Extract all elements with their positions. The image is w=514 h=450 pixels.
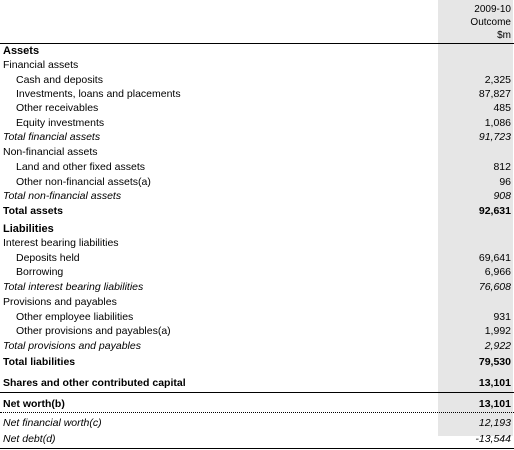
row-value: 12,193 [478, 417, 511, 429]
net-worth-rule-top [0, 392, 514, 393]
table-row [0, 355, 514, 369]
table-row [0, 339, 514, 353]
row-label: Net worth(b) [3, 398, 65, 410]
row-value: 13,101 [478, 398, 511, 410]
row-label: Land and other fixed assets [16, 161, 146, 173]
table-row [0, 204, 514, 218]
net-worth-rule-bottom [0, 412, 514, 413]
row-value: 931 [493, 311, 511, 323]
row-value: 485 [493, 102, 511, 114]
row-value: 96 [499, 176, 511, 188]
row-label: Liabilities [3, 223, 54, 235]
table-row [0, 87, 514, 101]
row-value: 2,325 [484, 74, 511, 86]
row-value: 812 [493, 161, 511, 173]
table-row [0, 324, 514, 338]
table-row [0, 376, 514, 390]
table-row [0, 73, 514, 87]
table-row [0, 280, 514, 294]
table-row [0, 236, 514, 250]
table-row [0, 130, 514, 144]
row-label: Equity investments [16, 117, 105, 129]
row-label: Non-financial assets [3, 146, 98, 158]
row-label: Total liabilities [3, 356, 76, 368]
row-value: 76,608 [478, 281, 511, 293]
row-label: Total assets [3, 205, 63, 217]
table-row [0, 432, 514, 446]
row-label: Deposits held [16, 252, 80, 264]
column-header-outcome: Outcome [470, 17, 511, 28]
row-label: Interest bearing liabilities [3, 237, 119, 249]
row-label: Shares and other contributed capital [3, 377, 186, 389]
table-row [0, 145, 514, 159]
table-row [0, 416, 514, 430]
row-value: 92,631 [478, 205, 511, 217]
row-label: Total provisions and payables [3, 340, 141, 352]
row-label: Total interest bearing liabilities [3, 281, 144, 293]
row-value: 2,922 [484, 340, 511, 352]
row-value: 87,827 [478, 88, 511, 100]
table-row [0, 397, 514, 411]
row-value: -13,544 [475, 433, 511, 445]
row-value: 6,966 [484, 266, 511, 278]
table-row [0, 160, 514, 174]
row-label: Total non-financial assets [3, 190, 122, 202]
row-value: 69,641 [478, 252, 511, 264]
row-label: Financial assets [3, 59, 79, 71]
row-label: Other non-financial assets(a) [16, 176, 151, 188]
row-value: 1,992 [484, 325, 511, 337]
row-value: 91,723 [478, 131, 511, 143]
table-row [0, 101, 514, 115]
table-row [0, 189, 514, 203]
row-label: Assets [3, 45, 40, 57]
row-label: Total financial assets [3, 131, 101, 143]
bottom-rule [0, 448, 514, 449]
column-header-year: 2009-10 [474, 4, 511, 15]
row-label: Cash and deposits [16, 74, 103, 86]
row-value: 1,086 [484, 117, 511, 129]
table-row [0, 175, 514, 189]
table-row [0, 58, 514, 72]
row-label: Other employee liabilities [16, 311, 134, 323]
table-row [0, 265, 514, 279]
row-value: 79,530 [478, 356, 511, 368]
row-label: Net debt(d) [3, 433, 56, 445]
table-row [0, 116, 514, 130]
table-row [0, 310, 514, 324]
row-label: Other provisions and payables(a) [16, 325, 171, 337]
row-label: Net financial worth(c) [3, 417, 102, 429]
table-row [0, 251, 514, 265]
row-label: Borrowing [16, 266, 64, 278]
row-label: Other receivables [16, 102, 99, 114]
row-label: Provisions and payables [3, 296, 117, 308]
row-value: 13,101 [478, 377, 511, 389]
table-row [0, 295, 514, 309]
table-row [0, 44, 514, 58]
row-label: Investments, loans and placements [16, 88, 181, 100]
table-row [0, 222, 514, 236]
column-header-unit: $m [497, 30, 511, 41]
row-value: 908 [493, 190, 511, 202]
